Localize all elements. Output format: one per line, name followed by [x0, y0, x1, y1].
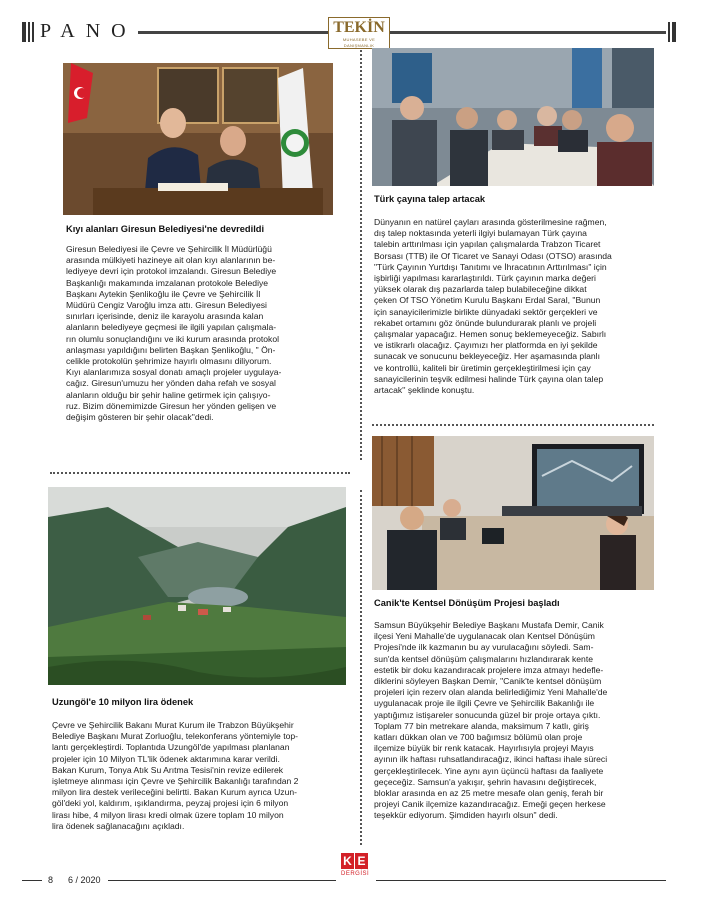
section-divider [50, 472, 350, 474]
body-line: teşekkür ediyorum. Şimdiden hayırlı olsun" dedi. [374, 810, 558, 821]
article-title-canik: Canik'te Kentsel Dönüşüm Projesi başladı [374, 598, 560, 608]
ke-logo-text: DERGİSİ [341, 871, 370, 877]
article-title-uzungol: Uzungöl'e 10 milyon lira ödenek [52, 697, 194, 707]
body-line: ayının ilk haftası ruhsatlandıracağız, ikinci haftası ihale süreci [374, 754, 608, 765]
body-line: ilçemize büyük bir renk katacak. Hayırlısıyla projeyi Mayıs [374, 743, 594, 754]
ke-logo-k: K [341, 853, 354, 869]
body-line: projeler için 10 Milyon TL'lik ödenek aktarımına karar verildi. [52, 753, 280, 764]
body-line: işletmeye alınması için Çevre ve Şehircilik Bakanlığı tarafından 2 [52, 776, 299, 787]
body-line: işbirliği yapılması kararlaştırıldı. Türk çayının marka değeri [374, 273, 596, 284]
body-line: rın olumlu sonuçlandığını ve iki kurum arasında protokol [66, 333, 280, 344]
body-line: lirası hibe, 4 milyon lirası kredi olmak üzere toplam 10 milyon [52, 809, 284, 820]
body-line: Borsası (TTB) ile Of Ticaret ve Sanayi Odası (OTSO) arasında [374, 250, 612, 261]
body-line: lira ödenek sağlanacağını açıkladı. [52, 820, 185, 831]
header-bar-mark [32, 22, 34, 42]
body-line: lediyeye devri için protokol imzalandı. Giresun Belediye [66, 266, 277, 277]
body-line: diklerini söyleyen Başkan Demir, "Canik'te kentsel dönüşüm [374, 676, 602, 687]
body-line: "Türk Çayının Yurtdışı Tanıtımı ve İhracatının Arttırılması" için [374, 261, 607, 272]
section-title: PANO [40, 20, 137, 42]
footer-rule [108, 880, 336, 881]
body-line: lantı gerçekleştirdi. Toplantıda Uzungöl'de yapılması planlanan [52, 742, 290, 753]
body-line: sunacak ve sonucunu bekleyeceğiz. Her aşamasında planlı [374, 351, 600, 362]
body-line: anlaşması yapıldığını belirten Başkan Şenlikoğlu, " Ön- [66, 344, 276, 355]
body-line: artacak'' şeklinde konuştu. [374, 385, 475, 396]
body-line: ve kontrollü, kaliteli bir üretimin gerçekleştirilmesi için çay [374, 362, 591, 373]
body-line: göl'deki yol, kaldırım, ışıklandırma, peyzaj projesi için 6 milyon [52, 798, 289, 809]
article-body-uzungol [52, 720, 350, 832]
tekin-logo [328, 17, 390, 49]
page-number: 8 [48, 875, 54, 885]
article-title-giresun: Kıyı alanları Giresun Belediyesi'ne devredildi [66, 224, 265, 234]
article-body-canik [374, 620, 658, 822]
signing-ceremony-photo [63, 63, 333, 215]
logo-name: TEKİN [333, 19, 385, 36]
body-line: Toplam 77 bin metrekare alanda, maksimum 7 katlı, giriş [374, 720, 589, 731]
article-body-cay [374, 217, 658, 396]
meeting-table-photo [372, 48, 654, 186]
column-divider [360, 50, 362, 460]
body-line: Projesi'nde ilk kazmanın bu ay vurulacağını söyledi. Sam- [374, 642, 594, 653]
body-line: Başkanı Aytekin Şenlikoğlu ile Çevre ve Şehircilik İl [66, 288, 261, 299]
body-line: gerçekleştirilecek. Yine aynı ayın üçüncü haftası da faaliyete [374, 765, 604, 776]
body-line: çalışmalar yapacağız. Hemen sonuç beklemeyeceğiz. Sabırlı [374, 329, 607, 340]
body-line: estetik bir doku kazandıracak projelere imza atmayı hedefle- [374, 664, 604, 675]
logo-subtitle: MUHASEBE VE DANIŞMANLIK [342, 37, 376, 48]
body-line: geçeceğiz. Samsun'a yakışır, şehrin havasını değiştirecek, [374, 776, 597, 787]
footer-rule [22, 880, 42, 881]
issue-date: 6 / 2020 [68, 875, 101, 885]
header-bar-mark [22, 22, 26, 42]
footer-rule [376, 880, 666, 881]
body-line: projeleri için rezerv olan alanda belirlediğimiz Yeni Mahalle'de [374, 687, 608, 698]
body-line: Giresun Belediyesi ile Çevre ve Şehircilik İl Müdürlüğü [66, 244, 272, 254]
body-line: çeken Of TSO Yönetim Kurulu Başkanı Erdal Saral, "Bunun [374, 295, 601, 306]
article-title-cay: Türk çayına talep artacak [374, 194, 486, 204]
body-line: rekabet ortamını göz önünde bulundurarak planlı ve projeli [374, 317, 597, 328]
header-rule [138, 31, 666, 34]
body-line: bloklar arasında en az 25 metre mesafe olan geniş, ferah bir [374, 788, 604, 799]
body-line: uygulanacak proje ile ilgili Çevre ve Şehircilik Bakanlığı ile [374, 698, 595, 709]
body-line: projeyi Canik ilçemize kazandıracağız. Emeği geçen herkese [374, 799, 606, 810]
body-line: milyon lira destek verileceğini belirtti. Bakan Kurum ayrıca Uzun- [52, 787, 298, 798]
section-divider [372, 424, 654, 426]
header-bar-mark [672, 22, 676, 42]
body-line: Belediye Başkanı Murat Zorluoğlu, telekonferans yöntemiyle top- [52, 731, 299, 742]
body-line: Samsun Büyükşehir Belediye Başkanı Mustafa Demir, Canik [374, 620, 604, 630]
article-body-giresun [66, 244, 348, 423]
body-line: Müdürü Cengiz Varoğlu imza attı. Giresun Belediyesi [66, 300, 267, 311]
body-line: sınırları içerisinde, deniz ile karayolu arasında kalan [66, 311, 264, 322]
body-line: yüksek olarak dış pazarlarda talep bulabileceğine dikkat [374, 284, 587, 295]
body-line: katları dükkan olan ve 700 bağımsız bölümü olan proje [374, 732, 583, 743]
body-line: alanların belediyeye geçmesi ile ilgili yapılan çalışmala- [66, 322, 277, 333]
body-line: ve istikrarlı olacağız. Çayımızı her platformda en iyi şekilde [374, 340, 598, 351]
body-line: Kıyı alanlarımıza sosyal donatı amaçlı projeler uygulaya- [66, 367, 282, 378]
body-line: celikle protokolün şehrimize hayırlı olmasını diliyorum. [66, 356, 272, 367]
body-line: Başkanlığı makamında imzalanan protokole Belediye [66, 277, 269, 288]
lake-valley-landscape-photo [48, 487, 346, 685]
body-line: için sanayicilerimizle birlikte dünyadaki sektör gerçekleri ve [374, 306, 598, 317]
header-bar-mark [28, 22, 30, 42]
body-line: dış talep noktasında yeterli ilgiyi bulamayan Türk çayına [374, 228, 587, 239]
header-bar-mark [668, 22, 670, 42]
body-line: Bakan Kurum, Tonya Atık Su Arıtma Tesisi'nin revize edilerek [52, 764, 284, 775]
body-line: Dünyanın en natürel çayları arasında gösterilmesine rağmen, [374, 217, 607, 227]
body-line: arasında mülkiyeti hazineye ait olan kıyı alanlarının be- [66, 255, 276, 266]
body-line: talebin arttırılması için yapılan çalışmalarda Trabzon Ticaret [374, 239, 601, 250]
body-line: yaptığımız istişareler sonucunda güzel bir proje ortaya çıktı. [374, 709, 601, 720]
body-line: sun'da kentsel dönüşüm çalışmalarını hızlandırarak kente [374, 653, 593, 664]
ke-dergisi-logo [341, 852, 369, 877]
ke-logo-e: E [355, 853, 368, 869]
body-line: cağız. Giresun'umuzu her yönden daha refah ve sosyal [66, 378, 276, 389]
presentation-screen-meeting-photo [372, 436, 654, 590]
body-line: ruz. Bizim dönemimizde Giresun her yönden gelişen ve [66, 400, 277, 411]
body-line: değişim gösteren bir şehir olacak''dedi. [66, 412, 214, 423]
body-line: ilçesi Yeni Mahalle'de uygulanacak olan Kentsel Dönüşüm [374, 631, 595, 642]
body-line: Çevre ve Şehircilik Bakanı Murat Kurum ile Trabzon Büyükşehir [52, 720, 294, 730]
body-line: sanayicilerinin teşvik edilmesi halinde Türk çayına olan talep [374, 373, 604, 384]
body-line: alanların olduğu bir şehir haline getirmek için çalışıyo- [66, 389, 271, 400]
column-divider [360, 490, 362, 845]
